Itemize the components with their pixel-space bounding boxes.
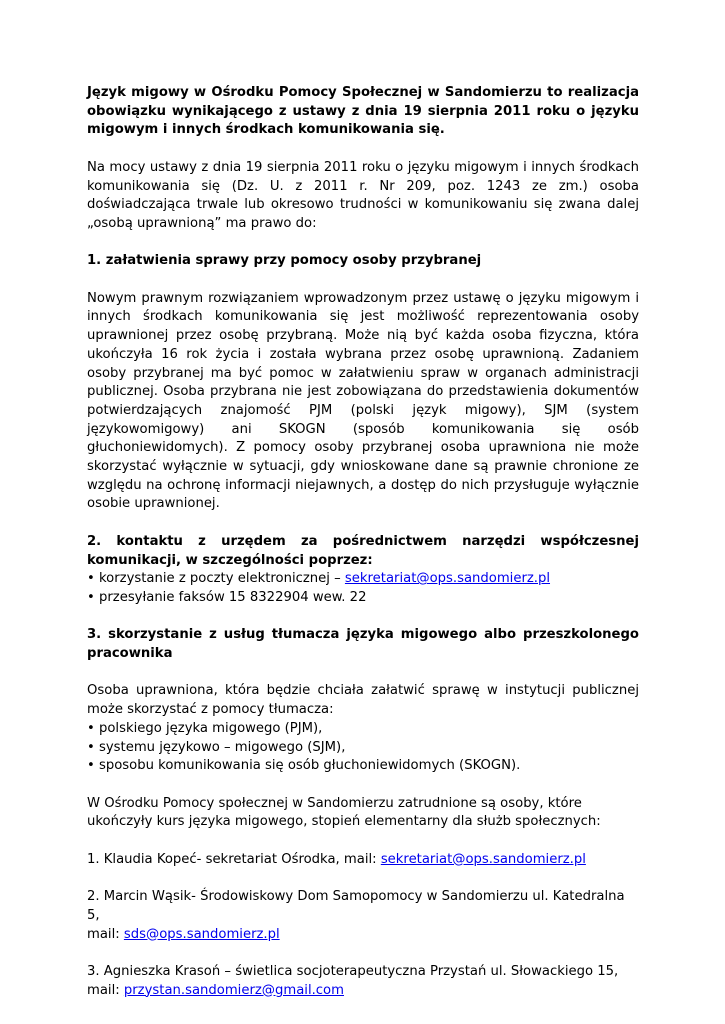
section-2-list	[87, 570, 639, 607]
section-3-heading: 3. skorzystanie z usług tłumacza języka migowego albo przeszkolonego pracownika	[87, 627, 639, 662]
staff-3-text: 3. Agnieszka Krasoń – świetlica socjoterapeutyczna Przystań ul. Słowackiego 15,	[87, 963, 619, 979]
list-item: • polskiego języka migowego (PJM),	[87, 720, 639, 739]
section-1-heading: 1. załatwienia sprawy przy pomocy osoby przybranej	[87, 253, 482, 269]
section-3-list	[87, 720, 639, 776]
mail-label: mail:	[87, 926, 124, 942]
mail-label: mail:	[87, 982, 124, 998]
list-item-email	[87, 570, 639, 589]
document-title: Język migowy w Ośrodku Pomocy Społecznej w Sandomierzu to realizacja obowiązku wynikającego z ustawy z dnia 19 sierpnia 2011 roku o języku migowym i innych środkach komunikowania się.	[87, 85, 639, 138]
staff-3-mail-line	[87, 982, 639, 1001]
intro-paragraph: Na mocy ustawy z dnia 19 sierpnia 2011 roku o języku migowym i innych środkach komunikowania się (Dz. U. z 2011 r. Nr 209, poz. 1243 ze zm.) osoba doświadczająca trwale lub okresowo trudności w komunikowaniu się zwana dalej „osobą uprawnioną” ma prawo do:	[87, 159, 639, 231]
staff-item-2	[87, 888, 639, 944]
section-1-body: Nowym prawnym rozwiązaniem wprowadzonym przez ustawę o języku migowym i innych środkach komunikowania się jest możliwość reprezentowania osoby uprawnionej przez osobę przybraną. Może nią być każda osoba fizyczna, która ukończyła 16 rok życia i została wybrana przez osobę uprawnioną. Zadaniem osoby przybranej ma być pomoc w załatwieniu spraw w organach administracji publicznej. Osoba przybrana nie jest zobowiązana do przedstawienia dokumentów potwierdzających znajomość PJM (polski język migowy), SJM (system językowomigowy) ani SKOGN (sposób komunikowania się osób głuchoniewidomych). Z pomocy osoby przybranej osoba uprawniona nie może skorzystać wyłącznie w sytuacji, gdy wnioskowane dane są prawnie chronione ze względu na ochronę informacji niejawnych, a dostęp do nich przysługuje wyłącznie osobie uprawnionej.	[87, 290, 639, 512]
staff-item-1	[87, 851, 639, 870]
email-link-staff-1[interactable]: sekretariat@ops.sandomierz.pl	[380, 851, 586, 867]
staff-2-mail-line	[87, 926, 639, 945]
staff-2-text: 2. Marcin Wąsik- Środowiskowy Dom Samopomocy w Sandomierzu ul. Katedralna 5,	[87, 889, 625, 923]
email-link-staff-2[interactable]: sds@ops.sandomierz.pl	[123, 926, 280, 942]
email-link-staff-3[interactable]: przystan.sandomierz@gmail.com	[123, 982, 344, 998]
staff-item-3	[87, 963, 639, 1000]
staff-intro: W Ośrodku Pomocy społecznej w Sandomierzu zatrudnione są osoby, które ukończyły kurs języka migowego, stopień elementarny dla służb społecznych:	[87, 795, 601, 830]
section-3-intro: Osoba uprawniona, która będzie chciała załatwić sprawę w instytucji publicznej może skorzystać z pomocy tłumacza:	[87, 683, 639, 718]
list-item-fax: • przesyłanie faksów 15 8322904 wew. 22	[87, 589, 639, 608]
list-item: • sposobu komunikowania się osób głuchoniewidomych (SKOGN).	[87, 757, 639, 776]
list-item: • systemu językowo – migowego (SJM),	[87, 739, 639, 758]
staff-1-text: 1. Klaudia Kopeć- sekretariat Ośrodka, mail:	[87, 851, 381, 867]
section-2-heading: 2. kontaktu z urzędem za pośrednictwem narzędzi współczesnej komunikacji, w szczególności poprzez:	[87, 533, 639, 568]
email-link-secretariat[interactable]: sekretariat@ops.sandomierz.pl	[344, 571, 551, 587]
email-item-text: korzystanie z poczty elektronicznej –	[98, 571, 345, 587]
document-page	[87, 84, 639, 1000]
